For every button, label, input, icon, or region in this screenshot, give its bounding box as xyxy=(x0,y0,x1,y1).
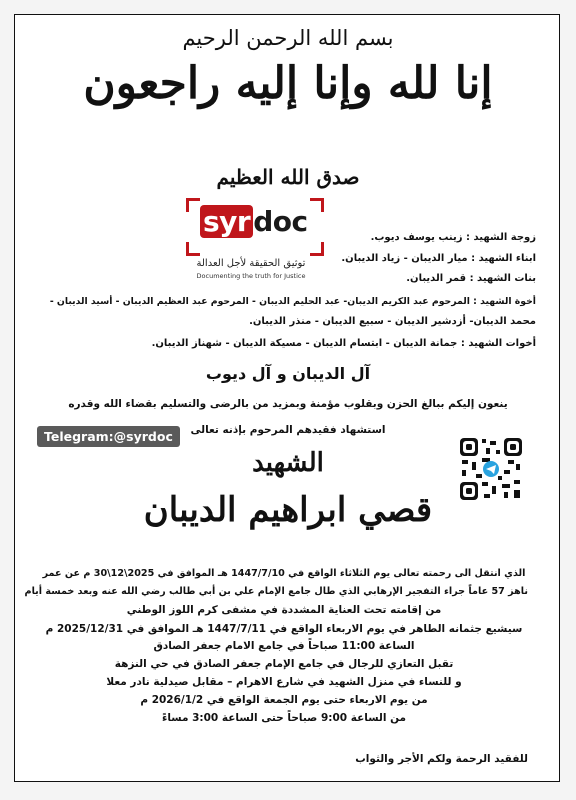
martyr-name: قصي ابراهيم الديبان xyxy=(143,490,433,530)
detail-line: ناهز 57 عاماً جراء التفجير الإرهابي الذي طال جامع الإمام علي بن أبي طالب رضي الله عنه وبعد خمسة أيام xyxy=(24,586,528,597)
logo-doc: doc xyxy=(253,205,308,238)
logo-bracket xyxy=(310,198,324,212)
detail-line: و للنساء في منزل الشهيد في شارع الاهرام – مقابل صيدلية نادر معلا xyxy=(106,676,462,688)
logo-bracket xyxy=(186,242,200,256)
syrdoc-logo xyxy=(186,198,326,284)
logo-tagline-en: Documenting the truth for Justice xyxy=(196,272,306,280)
detail-line: الذي انتقل الى رحمته تعالى يوم الثلاثاء الواقع في 1447/7/10 هـ الموافق في 2025\12\30 م عن عمر xyxy=(42,568,526,579)
relatives-line: محمد الديبان- أزدشير الديبان - سبيع الديبان - منذر الديبان. xyxy=(249,316,536,327)
relatives-line: بنات الشهيد : قمر الديبان. xyxy=(406,273,536,284)
detail-line: من الساعة 9:00 صباحاً حتى الساعة 3:00 مساءً xyxy=(161,712,407,724)
basmala: بسم الله الرحمن الرحيم xyxy=(182,26,394,50)
logo-bracket xyxy=(310,242,324,256)
condolence-line: استشهاد فقيدهم المرحوم بإذنه تعالى xyxy=(190,424,386,436)
detail-line: من إقامته تحت العناية المشددة في مشفى كرم اللوز الوطني xyxy=(126,604,442,616)
relatives-line: أخوة الشهيد : المرحوم عبد الكريم الديبان- عبد الحليم الديبان - المرحوم عبد العظيم الديبان - أسيد الديبان - xyxy=(49,296,536,307)
telegram-tag: Telegram:@syrdoc xyxy=(37,426,180,447)
quran-verse: إنا لله وإنا إليه راجعون xyxy=(83,58,493,109)
detail-line: من يوم الاربعاء حتى يوم الجمعة الواقع في 2026/1/2 م xyxy=(140,694,428,706)
closing-line: للفقيد الرحمة ولكم الأجر والثواب xyxy=(355,753,528,765)
family-names: آل الديبان و آل ديوب xyxy=(205,364,371,383)
logo-bracket xyxy=(186,198,200,212)
logo-wordmark xyxy=(200,205,308,238)
logo-syr: syr xyxy=(200,205,253,238)
logo-tagline-ar: توثيق الحقيقة لأجل العدالة xyxy=(196,258,306,269)
martyr-label: الشهيد xyxy=(252,448,324,478)
condolence-line: ينعون إليكم ببالغ الحزن وبقلوب مؤمنة وبمزيد من بالرضى والتسليم بقضاء الله وقدره xyxy=(68,398,508,410)
detail-line: الساعة 11:00 صباحاً في جامع الامام جعفر الصادق xyxy=(153,640,415,652)
sadaq-line: صدق الله العظيم xyxy=(216,165,360,189)
relatives-line: ابناء الشهيد : ميار الديبان - زياد الديبان. xyxy=(341,253,536,264)
relatives-line: أخوات الشهيد : جمانة الديبان - ابتسام الديبان - مسيكة الديبان - شهناز الديبان. xyxy=(151,338,536,349)
detail-line: تقبل التعازي للرجال في جامع الإمام جعفر الصادق في حي النزهة xyxy=(114,658,454,670)
detail-line: سيشيع جثمانه الطاهر في يوم الاربعاء الواقع في 1447/7/11 هـ الموافق في 2025/12/31 م xyxy=(45,623,523,635)
relatives-line: زوجة الشهيد : زينب يوسف ديوب. xyxy=(370,232,536,243)
